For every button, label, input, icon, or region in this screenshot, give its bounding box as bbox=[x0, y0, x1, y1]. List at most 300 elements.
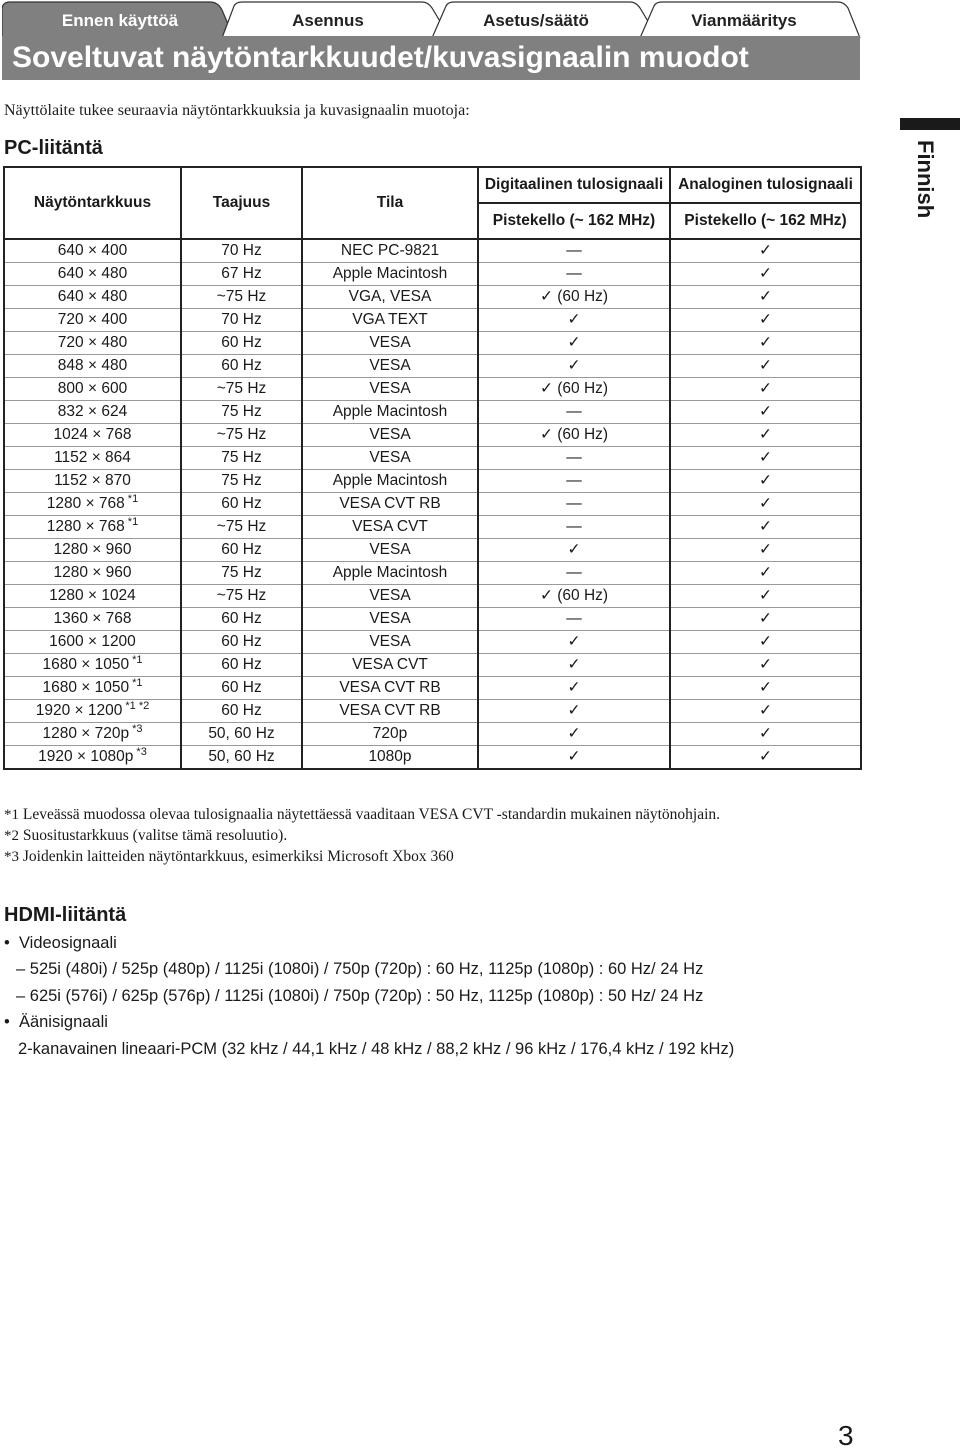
cell-analog bbox=[670, 493, 861, 516]
cell-mode-text: VESA bbox=[369, 380, 411, 397]
table-row bbox=[4, 263, 861, 286]
table-row bbox=[4, 746, 861, 770]
cell-mode bbox=[302, 539, 478, 562]
header-digital: Digitaalinen tulosignaali bbox=[478, 167, 670, 203]
check-icon: ✓ (60 Hz) bbox=[539, 426, 609, 443]
cell-analog bbox=[670, 378, 861, 401]
resolution-text: 640 × 480 bbox=[57, 265, 128, 282]
check-icon: ✓ bbox=[759, 656, 772, 673]
resolution-text: 1024 × 768 bbox=[53, 426, 132, 443]
cell-frequency bbox=[181, 700, 302, 723]
table-row bbox=[4, 700, 861, 723]
cell-frequency bbox=[181, 470, 302, 493]
check-icon: ✓ (60 Hz) bbox=[539, 380, 609, 397]
cell-frequency bbox=[181, 746, 302, 770]
cell-frequency-text: 60 Hz bbox=[221, 357, 262, 374]
tab-asetus-saato[interactable]: Asetus/säätö bbox=[483, 11, 589, 30]
check-icon: ✓ bbox=[759, 564, 772, 581]
not-supported-dash: — bbox=[566, 472, 582, 489]
check-icon: ✓ bbox=[759, 265, 772, 282]
cell-analog bbox=[670, 677, 861, 700]
cell-frequency-text: 75 Hz bbox=[221, 403, 262, 420]
cell-frequency bbox=[181, 378, 302, 401]
table-row bbox=[4, 401, 861, 424]
cell-mode-text: NEC PC-9821 bbox=[340, 242, 440, 259]
not-supported-dash: — bbox=[566, 242, 582, 259]
cell-frequency bbox=[181, 401, 302, 424]
check-icon: ✓ bbox=[759, 702, 772, 719]
footnote-mark: *1 bbox=[4, 807, 19, 823]
check-icon: ✓ bbox=[567, 541, 581, 558]
resolution-text: 1360 × 768 bbox=[53, 610, 132, 627]
table-row bbox=[4, 239, 861, 263]
cell-frequency-text: 60 Hz bbox=[221, 541, 262, 558]
check-icon: ✓ bbox=[759, 633, 772, 650]
cell-resolution bbox=[4, 608, 181, 631]
tab-vianmaaritys[interactable]: Vianmääritys bbox=[691, 11, 797, 30]
cell-resolution bbox=[4, 539, 181, 562]
cell-frequency-text: 60 Hz bbox=[221, 610, 262, 627]
resolution-text: 720 × 400 bbox=[57, 311, 128, 328]
footnote-ref: *1 *2 bbox=[125, 699, 150, 712]
resolution-text: 1280 × 768 bbox=[46, 518, 125, 535]
cell-mode-text: VESA bbox=[369, 633, 411, 650]
resolution-text: 640 × 400 bbox=[57, 242, 128, 259]
resolution-text: 1280 × 720p bbox=[42, 725, 130, 742]
check-icon: ✓ bbox=[759, 242, 772, 259]
cell-frequency-text: ~75 Hz bbox=[216, 288, 267, 305]
section-tabs bbox=[2, 0, 862, 38]
bullet: • bbox=[4, 1013, 19, 1031]
not-supported-dash: — bbox=[566, 495, 582, 512]
cell-mode-text: VESA bbox=[369, 357, 411, 374]
cell-mode-text: VESA CVT RB bbox=[339, 495, 441, 512]
header-digital-sub: Pistekello (~ 162 MHz) bbox=[478, 203, 670, 239]
cell-mode bbox=[302, 332, 478, 355]
cell-mode bbox=[302, 424, 478, 447]
table-row bbox=[4, 654, 861, 677]
check-icon: ✓ bbox=[567, 725, 581, 742]
table-row bbox=[4, 631, 861, 654]
video-line-2-text: 625i (576i) / 625p (576p) / 1125i (1080i) / 750p (720p) : 50 Hz, 1125p (1080p) : 50 Hz/ 24 Hz bbox=[29, 987, 704, 1005]
cell-analog bbox=[670, 539, 861, 562]
cell-frequency bbox=[181, 263, 302, 286]
footnote bbox=[4, 846, 720, 867]
cell-digital bbox=[478, 447, 670, 470]
table-row bbox=[4, 493, 861, 516]
table-body bbox=[4, 239, 861, 769]
resolution-text: 1920 × 1080p bbox=[38, 748, 134, 765]
cell-frequency bbox=[181, 355, 302, 378]
cell-analog bbox=[670, 700, 861, 723]
cell-mode bbox=[302, 608, 478, 631]
cell-mode-text: VESA CVT bbox=[352, 518, 428, 535]
tab-ennen-kayttoa[interactable]: Ennen käyttöä bbox=[61, 11, 179, 30]
audio-signal-label: Äänisignaali bbox=[18, 1013, 108, 1031]
cell-digital bbox=[478, 700, 670, 723]
dash: – bbox=[16, 960, 30, 978]
cell-mode-text: Apple Macintosh bbox=[332, 472, 448, 489]
cell-digital bbox=[478, 631, 670, 654]
cell-digital bbox=[478, 424, 670, 447]
cell-mode bbox=[302, 286, 478, 309]
video-line-2 bbox=[16, 985, 703, 1007]
cell-frequency-text: 50, 60 Hz bbox=[208, 748, 275, 765]
resolution-table bbox=[3, 166, 862, 770]
cell-analog bbox=[670, 239, 861, 263]
cell-resolution bbox=[4, 585, 181, 608]
cell-mode-text: VESA bbox=[369, 334, 411, 351]
cell-analog bbox=[670, 585, 861, 608]
page-title: Soveltuvat näytöntarkkuudet/kuvasignaalin muodot bbox=[12, 41, 749, 74]
not-supported-dash: — bbox=[566, 610, 582, 627]
cell-mode-text: Apple Macintosh bbox=[332, 564, 448, 581]
resolution-text: 1152 × 864 bbox=[54, 449, 131, 466]
cell-frequency-text: 50, 60 Hz bbox=[208, 725, 275, 742]
cell-frequency-text: 60 Hz bbox=[221, 679, 262, 696]
footnote-mark: *3 bbox=[4, 849, 19, 865]
check-icon: ✓ bbox=[759, 357, 772, 374]
cell-resolution bbox=[4, 309, 181, 332]
resolution-text: 640 × 480 bbox=[57, 288, 128, 305]
cell-digital bbox=[478, 355, 670, 378]
cell-frequency bbox=[181, 585, 302, 608]
cell-frequency-text: 75 Hz bbox=[221, 472, 262, 489]
hdmi-section-title: HDMI-liitäntä bbox=[4, 904, 127, 926]
cell-frequency-text: ~75 Hz bbox=[216, 426, 267, 443]
check-icon: ✓ bbox=[759, 518, 772, 535]
footnote-ref: *1 bbox=[132, 676, 143, 689]
table-row bbox=[4, 585, 861, 608]
cell-frequency-text: ~75 Hz bbox=[216, 587, 267, 604]
video-line-1-text: 525i (480i) / 525p (480p) / 1125i (1080i) / 750p (720p) : 60 Hz, 1125p (1080p) : 60 Hz/ 24 Hz bbox=[29, 960, 704, 978]
cell-analog bbox=[670, 447, 861, 470]
cell-mode-text: VESA bbox=[369, 541, 411, 558]
cell-analog bbox=[670, 516, 861, 539]
cell-analog bbox=[670, 470, 861, 493]
cell-frequency bbox=[181, 562, 302, 585]
cell-digital bbox=[478, 263, 670, 286]
cell-resolution bbox=[4, 470, 181, 493]
check-icon: ✓ bbox=[567, 679, 581, 696]
cell-frequency-text: 70 Hz bbox=[221, 242, 262, 259]
cell-mode bbox=[302, 723, 478, 746]
cell-digital bbox=[478, 516, 670, 539]
check-icon: ✓ bbox=[759, 587, 772, 604]
cell-mode bbox=[302, 309, 478, 332]
cell-mode bbox=[302, 401, 478, 424]
resolution-text: 1920 × 1200 bbox=[35, 702, 123, 719]
cell-frequency bbox=[181, 608, 302, 631]
check-icon: ✓ bbox=[759, 472, 772, 489]
cell-resolution bbox=[4, 654, 181, 677]
cell-frequency bbox=[181, 424, 302, 447]
cell-digital bbox=[478, 493, 670, 516]
check-icon: ✓ bbox=[567, 702, 581, 719]
cell-resolution bbox=[4, 723, 181, 746]
cell-resolution bbox=[4, 378, 181, 401]
cell-mode-text: Apple Macintosh bbox=[332, 403, 448, 420]
cell-digital bbox=[478, 309, 670, 332]
cell-resolution bbox=[4, 263, 181, 286]
cell-analog bbox=[670, 355, 861, 378]
cell-mode-text: VGA, VESA bbox=[348, 288, 432, 305]
resolution-text: 1600 × 1200 bbox=[49, 633, 136, 650]
table-row bbox=[4, 677, 861, 700]
not-supported-dash: — bbox=[566, 518, 582, 535]
cell-mode bbox=[302, 585, 478, 608]
cell-analog bbox=[670, 746, 861, 770]
cell-frequency bbox=[181, 286, 302, 309]
cell-frequency bbox=[181, 631, 302, 654]
check-icon: ✓ (60 Hz) bbox=[539, 288, 609, 305]
cell-digital bbox=[478, 677, 670, 700]
cell-mode-text: VESA CVT RB bbox=[339, 702, 441, 719]
language-marker bbox=[906, 140, 946, 250]
check-icon: ✓ bbox=[567, 311, 581, 328]
check-icon: ✓ bbox=[759, 748, 772, 765]
footnote-text: Suositustarkkuus (valitse tämä resoluutio). bbox=[22, 827, 288, 844]
table-row bbox=[4, 332, 861, 355]
cell-mode bbox=[302, 263, 478, 286]
table-row bbox=[4, 470, 861, 493]
check-icon: ✓ bbox=[567, 357, 581, 374]
audio-line: 2-kanavainen lineaari-PCM (32 kHz / 44,1 kHz / 48 kHz / 88,2 kHz / 96 kHz / 176,4 kHz / 192 kHz) bbox=[18, 1040, 735, 1058]
bullet: • bbox=[4, 934, 19, 952]
header-resolution: Näytöntarkkuus bbox=[4, 167, 181, 239]
cell-resolution bbox=[4, 493, 181, 516]
table-row bbox=[4, 286, 861, 309]
cell-frequency bbox=[181, 539, 302, 562]
cell-analog bbox=[670, 263, 861, 286]
cell-analog bbox=[670, 723, 861, 746]
cell-frequency bbox=[181, 239, 302, 263]
header-frequency: Taajuus bbox=[181, 167, 302, 239]
resolution-text: 800 × 600 bbox=[57, 380, 128, 397]
cell-frequency bbox=[181, 332, 302, 355]
cell-digital bbox=[478, 401, 670, 424]
cell-analog bbox=[670, 424, 861, 447]
resolution-text: 1280 × 960 bbox=[53, 564, 132, 581]
cell-frequency bbox=[181, 493, 302, 516]
tab-asennus[interactable]: Asennus bbox=[292, 11, 364, 30]
cell-frequency-text: 75 Hz bbox=[221, 564, 262, 581]
not-supported-dash: — bbox=[566, 265, 582, 282]
not-supported-dash: — bbox=[566, 403, 582, 420]
footnote bbox=[4, 804, 720, 825]
cell-resolution bbox=[4, 631, 181, 654]
cell-resolution bbox=[4, 677, 181, 700]
not-supported-dash: — bbox=[566, 564, 582, 581]
cell-digital bbox=[478, 239, 670, 263]
cell-mode bbox=[302, 677, 478, 700]
cell-mode-text: Apple Macintosh bbox=[332, 265, 448, 282]
dash: – bbox=[16, 987, 30, 1005]
cell-resolution bbox=[4, 286, 181, 309]
cell-mode-text: VESA bbox=[369, 610, 411, 627]
cell-analog bbox=[670, 631, 861, 654]
resolution-text: 1280 × 960 bbox=[53, 541, 132, 558]
language-marker-bar bbox=[900, 118, 960, 130]
cell-analog bbox=[670, 401, 861, 424]
footnote-ref: *3 bbox=[132, 722, 143, 735]
cell-resolution bbox=[4, 700, 181, 723]
cell-mode bbox=[302, 562, 478, 585]
not-supported-dash: — bbox=[566, 449, 582, 466]
cell-frequency bbox=[181, 516, 302, 539]
cell-digital bbox=[478, 654, 670, 677]
resolution-text: 848 × 480 bbox=[57, 357, 128, 374]
check-icon: ✓ bbox=[759, 679, 772, 696]
cell-frequency-text: 60 Hz bbox=[221, 656, 262, 673]
cell-digital bbox=[478, 539, 670, 562]
check-icon: ✓ bbox=[759, 725, 772, 742]
footnote-ref: *1 bbox=[127, 515, 139, 528]
cell-mode-text: VESA bbox=[369, 449, 411, 466]
table-row bbox=[4, 539, 861, 562]
table-row bbox=[4, 378, 861, 401]
cell-frequency-text: 70 Hz bbox=[221, 311, 262, 328]
footnotes bbox=[4, 804, 720, 867]
footnote bbox=[4, 825, 720, 846]
cell-frequency-text: 60 Hz bbox=[221, 633, 262, 650]
check-icon: ✓ bbox=[759, 541, 772, 558]
cell-analog bbox=[670, 286, 861, 309]
cell-mode bbox=[302, 447, 478, 470]
cell-digital bbox=[478, 378, 670, 401]
intro-text: Näyttölaite tukee seuraavia näytöntarkkuuksia ja kuvasignaalin muotoja: bbox=[4, 102, 470, 119]
resolution-text: 1680 × 1050 bbox=[42, 656, 130, 673]
check-icon: ✓ bbox=[567, 656, 581, 673]
check-icon: ✓ (60 Hz) bbox=[539, 587, 609, 604]
cell-digital bbox=[478, 723, 670, 746]
resolution-text: 1680 × 1050 bbox=[42, 679, 130, 696]
cell-frequency bbox=[181, 654, 302, 677]
cell-digital bbox=[478, 585, 670, 608]
cell-mode-text: VESA CVT bbox=[352, 656, 428, 673]
cell-mode bbox=[302, 516, 478, 539]
audio-signal-item bbox=[4, 1011, 108, 1033]
cell-resolution bbox=[4, 239, 181, 263]
cell-mode-text: 1080p bbox=[368, 748, 412, 765]
cell-mode bbox=[302, 470, 478, 493]
cell-resolution bbox=[4, 424, 181, 447]
cell-frequency-text: 67 Hz bbox=[221, 265, 262, 282]
check-icon: ✓ bbox=[759, 449, 772, 466]
footnote-text: Joidenkin laitteiden näytöntarkkuus, esimerkiksi Microsoft Xbox 360 bbox=[22, 848, 454, 865]
cell-analog bbox=[670, 654, 861, 677]
cell-analog bbox=[670, 608, 861, 631]
table-row bbox=[4, 447, 861, 470]
cell-frequency-text: 60 Hz bbox=[221, 334, 262, 351]
cell-resolution bbox=[4, 746, 181, 770]
cell-mode bbox=[302, 631, 478, 654]
table-row bbox=[4, 562, 861, 585]
cell-mode-text: 720p bbox=[372, 725, 408, 742]
check-icon: ✓ bbox=[759, 380, 772, 397]
check-icon: ✓ bbox=[567, 633, 581, 650]
footnote-mark: *2 bbox=[4, 828, 19, 844]
cell-resolution bbox=[4, 355, 181, 378]
resolution-text: 832 × 624 bbox=[57, 403, 128, 420]
table-row bbox=[4, 608, 861, 631]
language-label: Finnish bbox=[913, 140, 938, 219]
cell-frequency bbox=[181, 723, 302, 746]
footnote-ref: *1 bbox=[127, 492, 139, 505]
video-signal-label: Videosignaali bbox=[18, 934, 117, 952]
table-row bbox=[4, 723, 861, 746]
cell-digital bbox=[478, 286, 670, 309]
cell-mode-text: VESA CVT RB bbox=[339, 679, 441, 696]
table-row bbox=[4, 309, 861, 332]
check-icon: ✓ bbox=[759, 311, 772, 328]
cell-digital bbox=[478, 562, 670, 585]
cell-mode-text: VGA TEXT bbox=[352, 311, 428, 328]
check-icon: ✓ bbox=[567, 748, 581, 765]
cell-analog bbox=[670, 332, 861, 355]
cell-resolution bbox=[4, 332, 181, 355]
cell-digital bbox=[478, 470, 670, 493]
resolution-text: 1152 × 870 bbox=[54, 472, 131, 489]
footnote-ref: *3 bbox=[136, 745, 147, 758]
footnote-ref: *1 bbox=[132, 653, 143, 666]
check-icon: ✓ bbox=[759, 288, 772, 305]
cell-digital bbox=[478, 332, 670, 355]
cell-analog bbox=[670, 562, 861, 585]
cell-analog bbox=[670, 309, 861, 332]
resolution-text: 720 × 480 bbox=[57, 334, 128, 351]
cell-resolution bbox=[4, 401, 181, 424]
cell-mode bbox=[302, 700, 478, 723]
table-row bbox=[4, 424, 861, 447]
check-icon: ✓ bbox=[759, 403, 772, 420]
cell-mode bbox=[302, 493, 478, 516]
video-line-1 bbox=[16, 958, 703, 980]
cell-resolution bbox=[4, 516, 181, 539]
cell-resolution bbox=[4, 562, 181, 585]
cell-digital bbox=[478, 746, 670, 770]
header-mode: Tila bbox=[302, 167, 478, 239]
video-signal-item bbox=[4, 932, 117, 954]
cell-frequency-text: ~75 Hz bbox=[216, 518, 267, 535]
cell-mode bbox=[302, 355, 478, 378]
header-analog: Analoginen tulosignaali bbox=[670, 167, 861, 203]
check-icon: ✓ bbox=[759, 426, 772, 443]
header-analog-sub: Pistekello (~ 162 MHz) bbox=[670, 203, 861, 239]
cell-frequency bbox=[181, 447, 302, 470]
pc-section-title: PC-liitäntä bbox=[4, 137, 103, 159]
cell-frequency bbox=[181, 677, 302, 700]
cell-frequency-text: ~75 Hz bbox=[216, 380, 267, 397]
cell-digital bbox=[478, 608, 670, 631]
resolution-text: 1280 × 1024 bbox=[49, 587, 136, 604]
cell-mode-text: VESA bbox=[369, 587, 411, 604]
check-icon: ✓ bbox=[759, 610, 772, 627]
cell-resolution bbox=[4, 447, 181, 470]
check-icon: ✓ bbox=[567, 334, 581, 351]
footnote-text: Leveässä muodossa olevaa tulosignaalia näytettäessä vaaditaan VESA CVT -standardin mukainen näytönohjain. bbox=[22, 806, 721, 823]
table-row bbox=[4, 355, 861, 378]
cell-frequency bbox=[181, 309, 302, 332]
check-icon: ✓ bbox=[759, 495, 772, 512]
check-icon: ✓ bbox=[759, 334, 772, 351]
cell-frequency-text: 75 Hz bbox=[221, 449, 262, 466]
resolution-text: 1280 × 768 bbox=[46, 495, 125, 512]
title-banner bbox=[2, 36, 860, 80]
table-row bbox=[4, 516, 861, 539]
cell-frequency-text: 60 Hz bbox=[221, 495, 262, 512]
cell-mode bbox=[302, 654, 478, 677]
